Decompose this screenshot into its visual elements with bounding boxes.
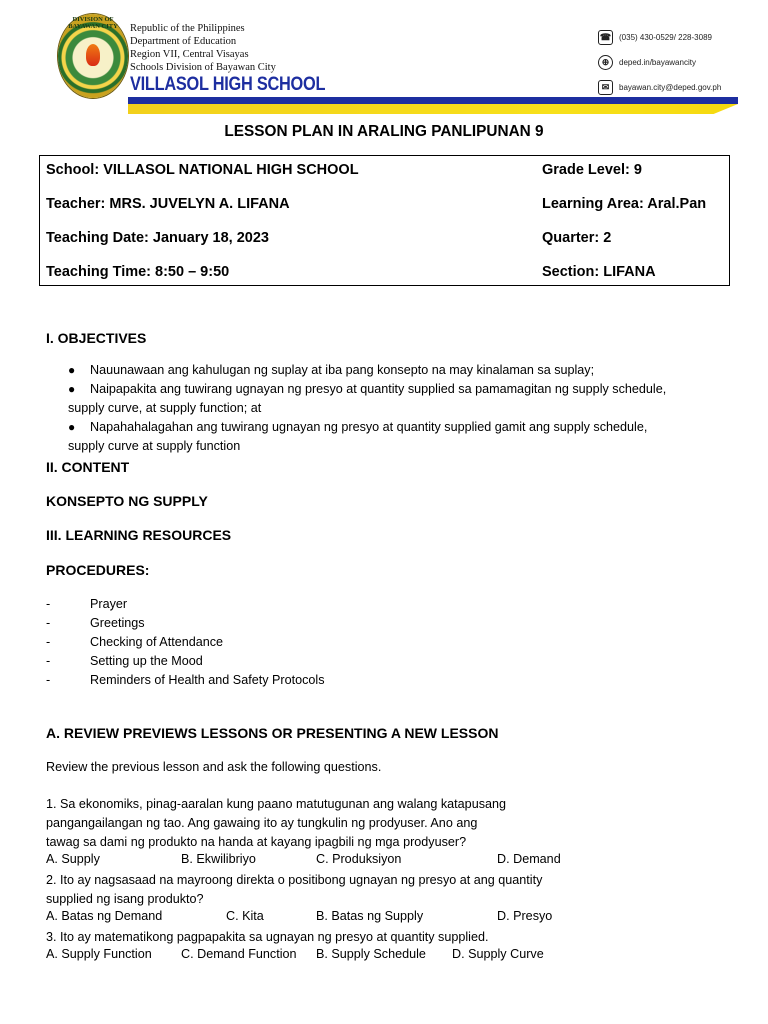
info-date: Teaching Date: January 18, 2023 (46, 230, 269, 246)
header-line-2: Department of Education (130, 36, 237, 47)
option: D. Demand (497, 852, 561, 866)
list-item: - Prayer (46, 597, 128, 611)
objectives-heading: I. OBJECTIVES (46, 330, 147, 346)
info-school: School: VILLASOL NATIONAL HIGH SCHOOL (46, 162, 359, 178)
contact-phone (598, 30, 712, 45)
seal-text: DIVISION OF BAYAWAN CITY (68, 16, 118, 30)
question-1-line-3: tawag sa dami ng produkto na handa at kayang ipagbili ng mga prodyuser? (46, 835, 467, 849)
procedures-list (46, 595, 325, 690)
question-1-line-1: 1. Sa ekonomiks, pinag-aaralan kung paano matutugunan ang walang katapusang (46, 797, 507, 811)
question-2-line-2: supplied ng isang produkto? (46, 892, 204, 906)
list-item: ● Naipapakita ang tuwirang ugnayan ng presyo at quantity supplied sa pamamagitan ng supply schedule, supply curve, at supply function; at (68, 382, 667, 415)
list-item: - Greetings (46, 616, 145, 630)
info-grade: Grade Level: 9 (542, 162, 642, 178)
bullet-icon: ● (68, 363, 76, 377)
option: C. Kita (226, 909, 264, 923)
option: A. Supply Function (46, 947, 152, 961)
division-seal (58, 14, 128, 98)
content-heading: II. CONTENT (46, 459, 130, 475)
mail-icon: ✉ (598, 80, 613, 95)
option: D. Supply Curve (452, 947, 544, 961)
procedures-heading: PROCEDURES: (46, 562, 150, 578)
phone-icon: ☎ (598, 30, 613, 45)
info-section: Section: LIFANA (542, 264, 656, 280)
option: C. Produksiyon (316, 852, 402, 866)
review-intro: Review the previous lesson and ask the following questions. (46, 760, 382, 774)
option: B. Supply Schedule (316, 947, 426, 961)
option: B. Ekwilibriyo (181, 852, 256, 866)
question-2-options (0, 909, 768, 928)
list-item: - Checking of Attendance (46, 635, 224, 649)
info-time: Teaching Time: 8:50 – 9:50 (46, 264, 230, 280)
contact-web-text: deped.in/bayawancity (619, 58, 696, 67)
list-item: - Reminders of Health and Safety Protocols (46, 673, 325, 687)
header-stripe-blue (128, 97, 738, 104)
header-line-3: Region VII, Central Visayas (130, 49, 249, 60)
info-area: Learning Area: Aral.Pan (542, 196, 707, 212)
list-item: - Setting up the Mood (46, 654, 203, 668)
header-stripe-yellow (128, 104, 738, 114)
contact-email (598, 80, 721, 95)
info-quarter: Quarter: 2 (542, 230, 612, 246)
header-line-1: Republic of the Philippines (130, 23, 245, 34)
list-item: ● Napahahalagahan ang tuwirang ugnayan ng presyo at quantity supplied gamit ang supply schedule, supply curve at supply function (68, 420, 648, 453)
info-teacher: Teacher: MRS. JUVELYN A. LIFANA (46, 196, 290, 212)
option: C. Demand Function (181, 947, 297, 961)
question-3-options (0, 947, 768, 966)
option: A. Supply (46, 852, 100, 866)
question-2-line-1: 2. Ito ay nagsasaad na mayroong direkta o positibong ugnayan ng presyo at ang quantity (46, 873, 543, 887)
option: A. Batas ng Demand (46, 909, 163, 923)
objectives-list (68, 361, 666, 456)
option: B. Batas ng Supply (316, 909, 424, 923)
contact-phone-text: (035) 430-0529/ 228-3089 (619, 33, 712, 42)
torch-icon (86, 44, 100, 66)
question-3-line-1: 3. Ito ay matematikong pagpapakita sa ugnayan ng presyo at quantity supplied. (46, 930, 489, 944)
content-topic: KONSEPTO NG SUPPLY (46, 493, 208, 509)
contact-email-text: bayawan.city@deped.gov.ph (619, 83, 722, 92)
resources-heading: III. LEARNING RESOURCES (46, 527, 232, 543)
question-1-options (0, 852, 768, 871)
review-heading: A. REVIEW PREVIEWS LESSONS OR PRESENTING A NEW LESSON (46, 725, 499, 741)
globe-icon: ⊕ (598, 55, 613, 70)
bullet-icon: ● (68, 420, 76, 434)
school-logo-name: VILLASOL HIGH SCHOOL (130, 74, 326, 95)
question-1-line-2: pangangailangan ng tao. Ang gawaing ito ay tungkulin ng prodyuser. Ano ang (46, 816, 478, 830)
bullet-icon: ● (68, 382, 76, 396)
option: D. Presyo (497, 909, 553, 923)
contact-web (598, 55, 696, 70)
header-line-4: Schools Division of Bayawan City (130, 62, 276, 73)
page-title: LESSON PLAN IN ARALING PANLIPUNAN 9 (224, 123, 544, 140)
list-item: ● Nauunawaan ang kahulugan ng suplay at iba pang konsepto na may kinalaman sa suplay; (68, 361, 666, 380)
